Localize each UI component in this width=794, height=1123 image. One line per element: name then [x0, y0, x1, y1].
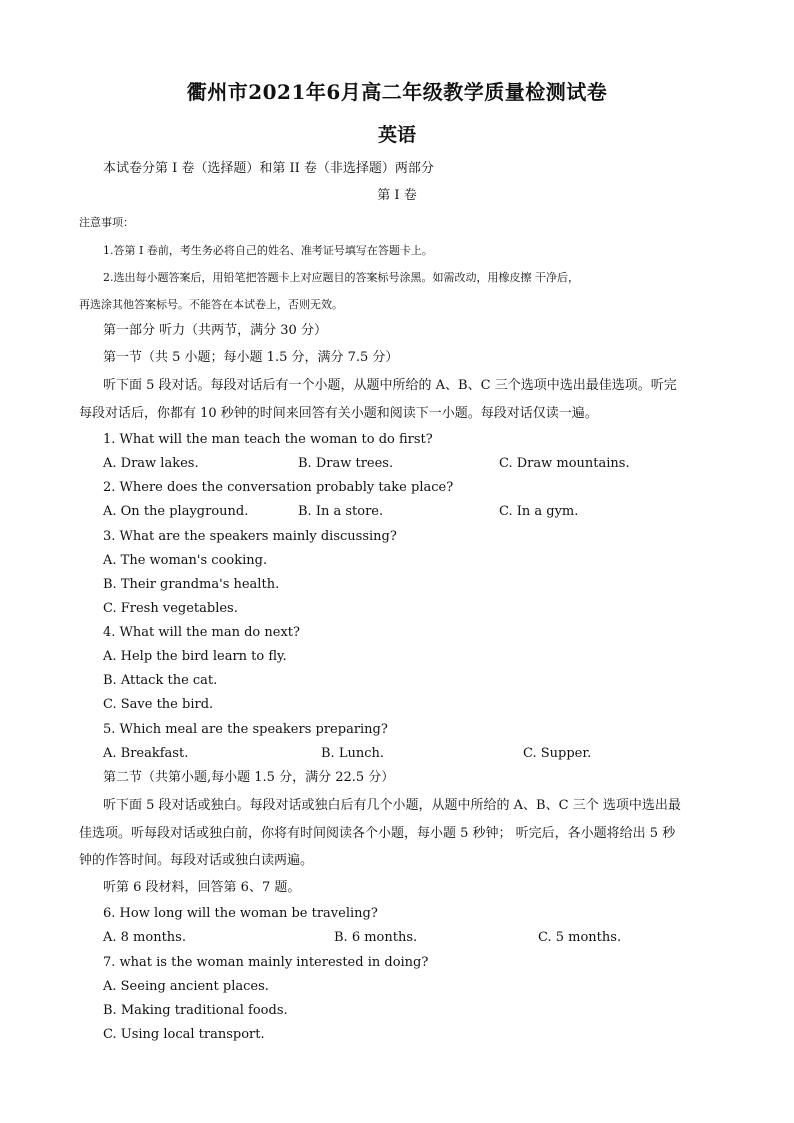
- option-c: C. 5 months.: [538, 930, 622, 945]
- volume-label: 第 I 卷: [377, 188, 417, 203]
- section1-heading: 第一节（共 5 小题；每小题 1.5 分，满分 7.5 分）: [103, 350, 399, 365]
- option-a: A. Breakfast.: [103, 746, 189, 761]
- option-a: A. Seeing ancient places.: [103, 979, 269, 994]
- section2-heading: 第二节（共第小题,每小题 1.5 分，满分 22.5 分）: [103, 770, 395, 785]
- question-2: 2. Where does the conversation probably take place?: [103, 480, 454, 495]
- exam-title: 衢州市2021年6月高二年级教学质量检测试卷: [186, 80, 608, 104]
- option-a: A. The woman's cooking.: [103, 553, 268, 568]
- option-c: C. Save the bird.: [103, 697, 214, 712]
- option-a: A. Help the bird learn to fly.: [103, 649, 287, 664]
- option-a: A. 8 months.: [103, 930, 186, 945]
- option-b: B. In a store.: [298, 504, 384, 519]
- option-b: B. Their grandma's health.: [103, 577, 280, 592]
- option-c: C. In a gym.: [499, 504, 579, 519]
- material-6-heading: 听第 6 段材料，回答第 6、7 题。: [103, 880, 301, 895]
- section1-instructions-cont: 每段对话后，你都有 10 秒钟的时间来回答有关小题和阅读下一小题。每段对话仅读一遍。: [79, 406, 598, 421]
- notice-item-2: 2.选出每小题答案后，用铅笔把答题卡上对应题目的答案标号涂黑。如需改动，用橡皮擦 干净后，: [103, 271, 579, 284]
- section2-instructions-cont2: 钟的作答时间。每段对话或独白读两遍。: [79, 853, 314, 868]
- notice-heading: 注意事项：: [79, 216, 134, 229]
- option-b: B. Draw trees.: [298, 456, 394, 471]
- question-3: 3. What are the speakers mainly discussing?: [103, 529, 397, 544]
- option-b: B. Making traditional foods.: [103, 1003, 288, 1018]
- section2-instructions: 听下面 5 段对话或独白。每段对话或独白后有几个小题，从题中所给的 A、B、C 三个 选项中选出最: [103, 798, 681, 813]
- notice-item-2-cont: 再选涂其他答案标号。不能答在本试卷上，否则无效。: [79, 298, 343, 311]
- option-c: C. Supper.: [523, 746, 592, 761]
- subject-title: 英语: [377, 124, 416, 146]
- question-6: 6. How long will the woman be traveling?: [103, 906, 378, 921]
- part1-heading: 第一部分 听力（共两节，满分 30 分）: [103, 323, 327, 338]
- question-7: 7. what is the woman mainly interested in doing?: [103, 955, 429, 970]
- option-c: C. Using local transport.: [103, 1027, 265, 1042]
- option-a: A. Draw lakes.: [103, 456, 199, 471]
- option-b: B. Attack the cat.: [103, 673, 218, 688]
- question-5: 5. Which meal are the speakers preparing?: [103, 722, 388, 737]
- question-4: 4. What will the man do next?: [103, 625, 300, 640]
- option-b: B. 6 months.: [334, 930, 418, 945]
- question-1: 1. What will the man teach the woman to do first?: [103, 432, 433, 447]
- option-a: A. On the playground.: [103, 504, 249, 519]
- notice-item-1: 1.答第 I 卷前，考生务必将自己的姓名、准考证号填写在答题卡上。: [103, 244, 433, 257]
- section2-instructions-cont: 佳选项。听每段对话或独白前，你将有时间阅读各个小题，每小题 5 秒钟； 听完后，各小题将给出 5 秒: [79, 826, 676, 841]
- section1-instructions: 听下面 5 段对话。每段对话后有一个小题，从题中所给的 A、B、C 三个选项中选出最佳选项。听完: [103, 378, 677, 393]
- option-c: C. Fresh vegetables.: [103, 601, 238, 616]
- option-b: B. Lunch.: [321, 746, 384, 761]
- option-c: C. Draw mountains.: [499, 456, 630, 471]
- parts-note: 本试卷分第 I 卷（选择题）和第 II 卷（非选择题）两部分: [103, 161, 434, 176]
